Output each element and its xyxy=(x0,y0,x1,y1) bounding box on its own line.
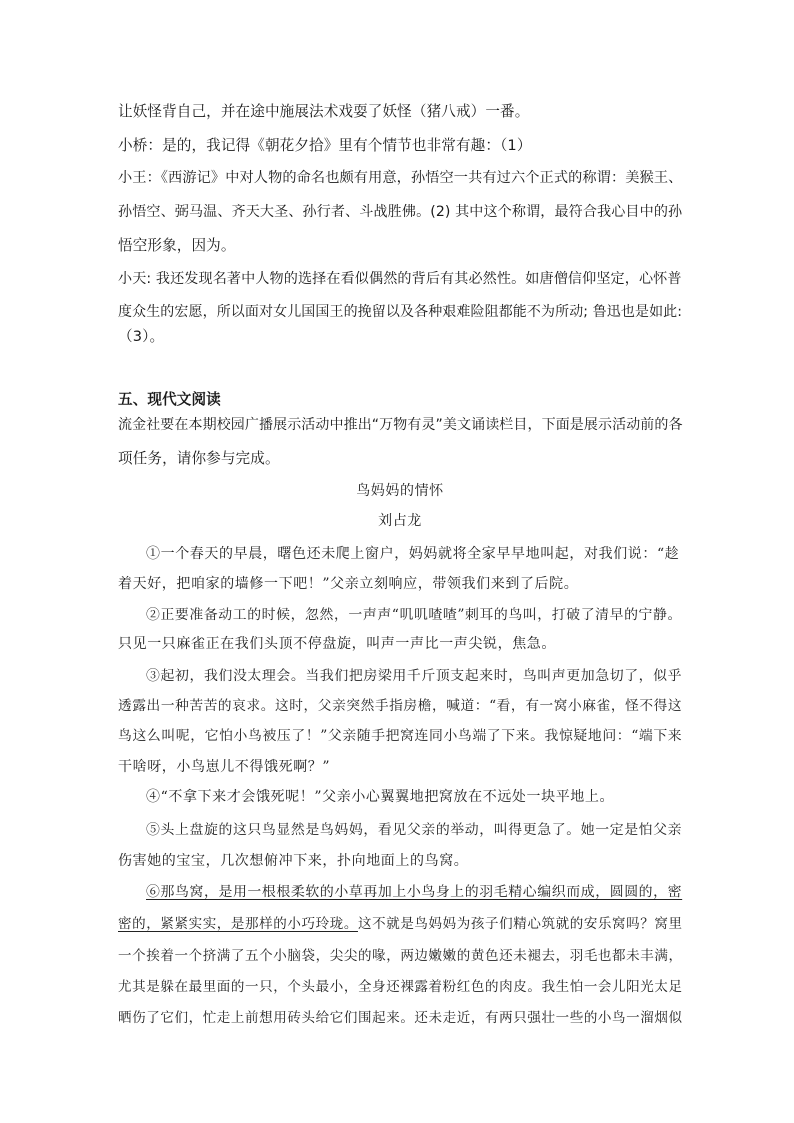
article-title: 鸟妈妈的情怀 xyxy=(356,483,444,499)
article-line-13-rest: 这不就是鸟妈妈为孩子们精心筑就的安乐窝吗？窝里 xyxy=(357,916,683,932)
article-line-9: ④“不拿下来才会饿死呢！”父亲小心翼翼地把窝放在不远处一块平地上。 xyxy=(146,789,615,805)
article-line-13 xyxy=(118,912,683,932)
article-line-2: 着天好，把咱家的墙修一下吧！”父亲立刻响应，带领我们来到了后院。 xyxy=(118,576,579,592)
dialogue-line-7: 度众生的宏愿，所以面对女儿国国王的挽留以及各种艰难险阻都能不为所动; 鲁迅也是如此: xyxy=(118,304,683,320)
article-line-4: 只见一只麻雀正在我们头顶不停盘旋，叫声一声比一声尖锐，焦急。 xyxy=(118,636,556,652)
article-line-14: 一个挨着一个挤满了五个小脑袋，尖尖的喙，两边嫩嫩的黄色还未褪去，羽毛也都未丰满， xyxy=(118,948,683,964)
article-author: 刘占龙 xyxy=(378,513,422,529)
dialogue-line-5: 悟空形象，因为。 xyxy=(118,237,236,254)
article-line-6: 透露出一种苦苦的哀求。这时，父亲突然手指房檐，喊道：“看，有一窝小麻雀，怪不得这 xyxy=(118,698,683,714)
article-line-8: 干啥呀，小鸟崽儿不得饿死啊？” xyxy=(118,759,331,775)
article-line-11: 伤害她的宝宝，几次想俯冲下来，扑向地面上的鸟窝。 xyxy=(118,853,469,869)
dialogue-line-8: （3）。 xyxy=(118,328,165,345)
article-line-5: ③起初，我们没太理会。当我们把房梁用千斤顶支起来时，鸟叫声更加急切了，似乎 xyxy=(146,668,683,684)
section-heading: 五、现代文阅读 xyxy=(118,391,221,408)
dialogue-line-4: 孙悟空、弼马温、齐天大圣、孙行者、斗战胜佛。(2) 其中这个称谓，最符合我心目中的孙 xyxy=(118,204,683,220)
article-line-13-underlined: 密的，紧紧实实，是那样的小巧玲珑。 xyxy=(118,916,358,932)
dialogue-line-2: 小桥：是的，我记得《朝花夕拾》里有个情节也非常有趣：（1） xyxy=(118,137,532,154)
article-line-7: 鸟这么叫呢，它怕小鸟被压了！”父亲随手把窝连同小鸟端了下来。我惊疑地问：“端下来 xyxy=(118,728,683,744)
article-line-1: ①一个春天的早晨，曙色还未爬上窗户，妈妈就将全家早早地叫起，对我们说：“趁 xyxy=(146,546,680,562)
article-line-3: ②正要准备动工的时候，忽然，一声声“叽叽喳喳”刺耳的鸟叫，打破了清早的宁静。 xyxy=(146,607,682,623)
article-line-10: ⑤头上盘旋的这只鸟显然是鸟妈妈，看见父亲的举动，叫得更急了。她一定是怕父亲 xyxy=(146,822,683,838)
dialogue-line-6: 小天: 我还发现名著中人物的选择在看似偶然的背后有其必然性。如唐僧信仰坚定，心怀普 xyxy=(118,271,682,287)
article-line-12-underlined: ⑥那鸟窝，是用一根根柔软的小草再加上小鸟身上的羽毛精心编织而成，圆圆的，密 xyxy=(146,884,683,900)
dialogue-line-3: 小王：《西游记》中对人物的命名也颇有用意，孙悟空一共有过六个正式的称谓：美猴王、 xyxy=(118,170,683,186)
article-line-16: 晒伤了它们，忙走上前想用砖头给它们围起来。还未走近，有两只强壮一些的小鸟一溜烟似 xyxy=(118,1010,683,1026)
section-intro-line-2: 项任务，请你参与完成。 xyxy=(118,450,280,467)
section-intro-line-1: 流金社要在本期校园广播展示活动中推出“万物有灵”美文诵读栏目，下面是展示活动前的各 xyxy=(118,417,683,433)
article-line-15: 尤其是躲在最里面的一只，个头最小，全身还裸露着粉红色的肉皮。我生怕一会儿阳光太足 xyxy=(118,979,683,995)
dialogue-line-1: 让妖怪背自己，并在途中施展法术戏耍了妖怪（猪八戒）一番。 xyxy=(118,103,530,120)
